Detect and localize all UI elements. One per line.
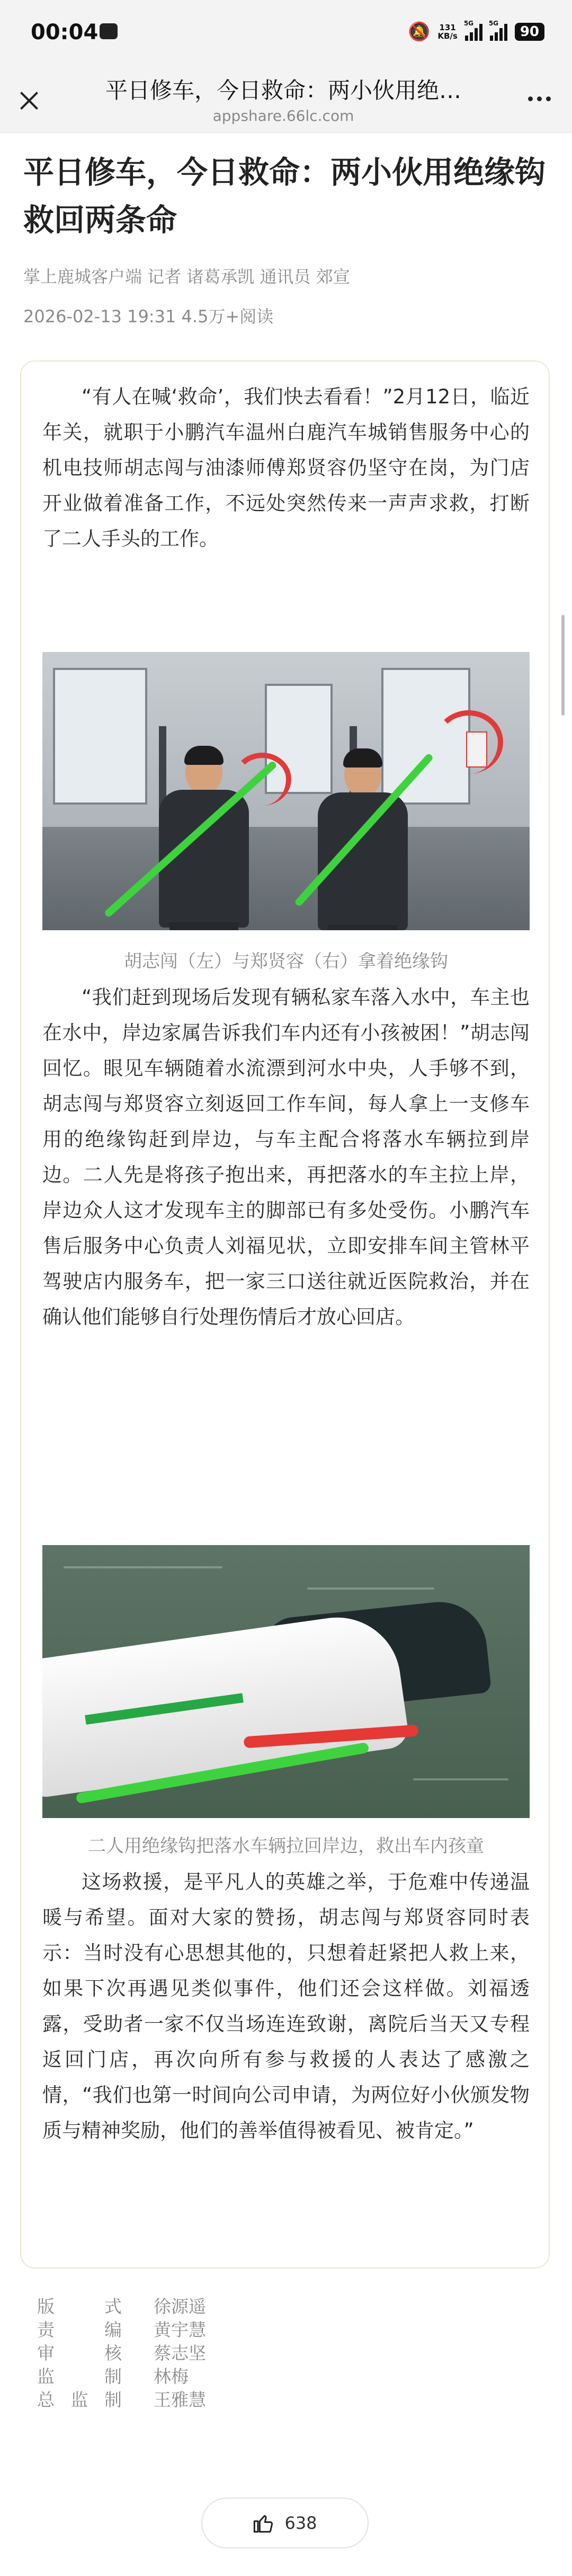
credits <box>37 2295 206 2412</box>
scrollbar[interactable] <box>561 615 565 716</box>
thumbs-up-icon <box>253 2512 274 2534</box>
header-title: 平日修车，今日救命：两小伙用绝… <box>105 77 461 103</box>
more-icon[interactable] <box>528 96 551 101</box>
app-header <box>0 69 572 133</box>
notification-icon <box>100 23 118 39</box>
like-count: 638 <box>284 2513 317 2533</box>
article-meta <box>23 303 273 328</box>
paragraph-2: “我们赶到现场后发现有辆私家车落入水中，车主也在水中，岸边家属告诉我们车内还有小孩被困！”胡志闯回忆。眼见车辆随着水流漂到河水中央，人手够不到，胡志闯与郑贤容立刻返回工作车间，每人拿上一支修车用的绝缘钩赶到岸边，与车主配合将落水车辆拉到岸边。二人先是将孩子抱出来，再把落水的车主拉上岸，岸边众人这才发现车主的脚部已有多处受伤。小鹏汽车售后服务中心负责人刘福见状，立即安排车间主管林平驾驶店内服务车，把一家三口送往就近医院救治，并在确认他们能够自行处理伤情后才放心回店。 <box>42 986 530 1328</box>
article-title: 平日修车，今日救命：两小伙用绝缘钩救回两条命 <box>23 154 546 238</box>
network-speed: 131 KB/s <box>437 23 458 41</box>
caption-2: 二人用绝缘钩把落水车辆拉回岸边，救出车内孩童 <box>88 1836 484 1857</box>
article-time: 2026-02-13 19:31 <box>23 306 176 327</box>
credit-row: 总监制 王雅慧 <box>37 2389 206 2410</box>
like-button[interactable] <box>201 2498 369 2548</box>
photo-technicians <box>42 652 530 930</box>
mute-icon: 🔕 <box>408 21 431 42</box>
article-source: 掌上鹿城客户端 记者 诸葛承凯 通讯员 郊宣 <box>23 267 350 287</box>
credit-row: 版式 徐源遥 <box>37 2296 206 2317</box>
article-reads: 4.5万+阅读 <box>181 306 274 327</box>
paragraph-3: 这场救援，是平凡人的英雄之举，于危难中传递温暖与希望。面对大家的赞扬，胡志闯与郑贤容同时表示：当时没有心思想其他的，只想着赶紧把人救上来，如果下次再遇见类似事件，他们还会这样做。刘福透露，受助者一家不仅当场连连致谢，离院后当天又专程返回门店，再次向所有参与救援的人表达了感激之情，“我们也第一时间向公司申请，为两位好小伙颁发物质与精神奖励，他们的善举值得被看见、被肯定。” <box>42 1871 530 2142</box>
status-indicators <box>408 21 544 42</box>
credit-row: 责编 黄宇慧 <box>37 2319 206 2340</box>
credit-row: 审核 蔡志坚 <box>37 2343 206 2363</box>
credit-row: 监制 林梅 <box>37 2366 189 2387</box>
paragraph-1: “有人在喊‘救命’，我们快去看看！”2月12日，临近年关，就职于小鹏汽车温州白鹿汽车城销售服务中心的机电技师胡志闯与油漆师傅郑贤容仍坚守在岗，为门店开业做着准备工作，不远处突然传来一声声求救，打断了二人手头的工作。 <box>42 385 530 550</box>
signal-icon-2: 5G <box>490 23 507 41</box>
signal-icon: 5G <box>465 23 482 41</box>
header-url: appshare.66lc.com <box>212 107 354 125</box>
close-icon[interactable] <box>16 87 42 113</box>
caption-1: 胡志闯（左）与郑贤容（右）拿着绝缘钩 <box>124 951 448 972</box>
status-bar <box>0 0 572 69</box>
status-time: 00:04 <box>31 20 99 45</box>
photo-rescue <box>42 1545 530 1818</box>
battery-icon: 90 <box>515 23 544 41</box>
